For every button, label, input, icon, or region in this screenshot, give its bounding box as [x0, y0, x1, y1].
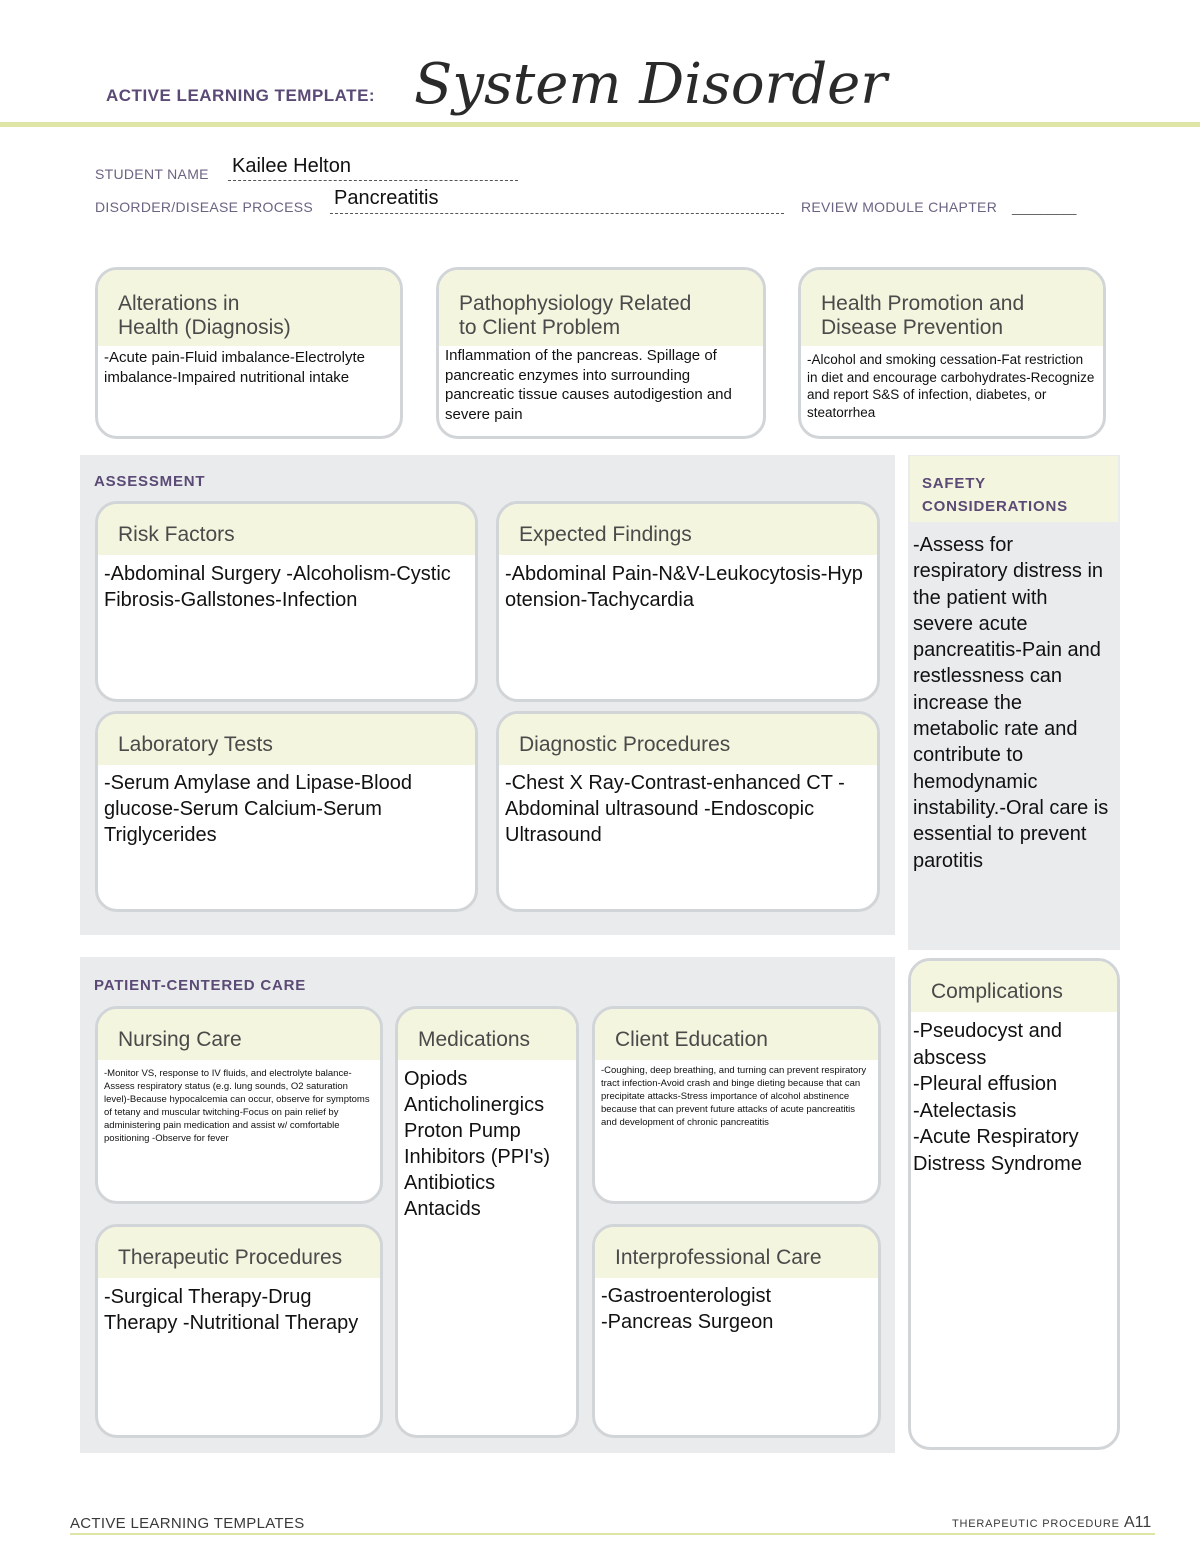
footer-left-label: ACTIVE LEARNING TEMPLATES — [70, 1515, 305, 1532]
complication-item: -Atelectasis — [913, 1099, 1017, 1122]
interprofessional-care-item: -Pancreas Surgeon — [601, 1311, 774, 1333]
alterations-title-line1: Alterations in — [118, 292, 240, 315]
health-promotion-body: -Alcohol and smoking cessation-Fat restriction in diet and encourage carbohydrates-Recognize and report S&S of infection, diabetes, or steatorrhea — [807, 352, 1095, 420]
header-divider — [0, 122, 1200, 127]
medications-box — [395, 1006, 579, 1438]
complications-title: Complications — [911, 961, 1117, 1012]
laboratory-tests-body: -Serum Amylase and Lipase-Blood glucose-Serum Calcium-Serum Triglycerides — [104, 772, 412, 846]
complication-item: -Acute Respiratory Distress Syndrome — [913, 1126, 1082, 1175]
alterations-body: -Acute pain-Fluid imbalance-Electrolyte imbalance-Impaired nutritional intake — [104, 349, 365, 386]
complication-item: -Pleural effusion — [913, 1073, 1058, 1095]
laboratory-tests-title: Laboratory Tests — [98, 714, 475, 765]
complications-box — [908, 958, 1120, 1450]
expected-findings-box — [496, 501, 880, 702]
client-education-box — [592, 1006, 881, 1204]
template-label: ACTIVE LEARNING TEMPLATE: — [106, 86, 376, 105]
expected-findings-body: -Abdominal Pain-N&V-Leukocytosis-Hypotension-Tachycardia — [505, 563, 863, 611]
disorder-line — [330, 213, 784, 214]
safety-title-line1: SAFETY — [922, 475, 986, 492]
medication-item: Antibiotics — [404, 1172, 496, 1194]
medication-item: Proton Pump Inhibitors (PPI's) — [404, 1120, 551, 1168]
medications-title: Medications — [398, 1009, 576, 1060]
interprofessional-care-title: Interprofessional Care — [595, 1227, 878, 1278]
client-education-body: -Coughing, deep breathing, and turning can prevent respiratory tract infection-Avoid crash and binge dieting because that can precipitate attacks-Stress importance of alcohol abstinence because that can prevent future attacks of acute pancreatitis and development of chronic pancreatitis — [601, 1065, 867, 1128]
medications-list — [398, 1060, 576, 1226]
safety-title — [922, 472, 1068, 518]
medication-item: Opiods — [404, 1068, 468, 1090]
footer-page-number: A11 — [1124, 1514, 1152, 1531]
nursing-care-title: Nursing Care — [98, 1009, 380, 1060]
health-promotion-box — [798, 267, 1106, 439]
complications-list — [911, 1012, 1117, 1181]
assessment-title: ASSESSMENT — [94, 473, 206, 490]
risk-factors-body: -Abdominal Surgery -Alcoholism-Cystic Fibrosis-Gallstones-Infection — [104, 563, 451, 611]
nursing-care-box — [95, 1006, 383, 1204]
laboratory-tests-box — [95, 711, 478, 912]
health-promotion-title-line1: Health Promotion and — [821, 292, 1025, 315]
pathophysiology-body: Inflammation of the pancreas. Spillage of pancreatic enzymes into surrounding pancreatic tissue causes autodigestion and severe pain — [445, 347, 732, 423]
risk-factors-title: Risk Factors — [98, 504, 475, 555]
template-title: System Disorder — [414, 52, 888, 117]
diagnostic-procedures-title: Diagnostic Procedures — [499, 714, 877, 765]
footer-divider — [70, 1533, 1155, 1535]
student-name-label: STUDENT NAME — [95, 166, 209, 182]
expected-findings-title: Expected Findings — [499, 504, 877, 555]
chapter-label: REVIEW MODULE CHAPTER — [801, 199, 998, 215]
safety-title-line2: CONSIDERATIONS — [922, 498, 1068, 515]
medication-item: Anticholinergics — [404, 1094, 545, 1116]
health-promotion-title-line2: Disease Prevention — [821, 316, 1004, 339]
therapeutic-procedures-body: -Surgical Therapy-Drug Therapy -Nutritional Therapy — [104, 1286, 359, 1334]
nursing-care-body: -Monitor VS, response to IV fluids, and electrolyte balance-Assess respiratory status (e.g. lung sounds, O2 saturation level)-Because hypocalcemia can occur, observe for symptoms of tetany and muscular twitching-Focus on pain relief by administering pain medication and assist w/ comfortable positioning -Observe for fever — [104, 1068, 370, 1144]
disorder-label: DISORDER/DISEASE PROCESS — [95, 199, 314, 215]
therapeutic-procedures-title: Therapeutic Procedures — [98, 1227, 380, 1278]
chapter-value[interactable]: ________ — [1012, 199, 1077, 215]
diagnostic-procedures-body: -Chest X Ray-Contrast-enhanced CT -Abdominal ultrasound -Endoscopic Ultrasound — [505, 772, 845, 846]
pathophysiology-title-line2: to Client Problem — [459, 316, 621, 339]
pathophysiology-title-line1: Pathophysiology Related — [459, 292, 692, 315]
risk-factors-box — [95, 501, 478, 702]
diagnostic-procedures-box — [496, 711, 880, 912]
student-name-value[interactable]: Kailee Helton — [232, 155, 351, 177]
alterations-in-health-box — [95, 267, 403, 439]
pathophysiology-box — [436, 267, 766, 439]
footer-right-label: THERAPEUTIC PROCEDURE — [952, 1518, 1120, 1530]
disorder-value[interactable]: Pancreatitis — [334, 187, 439, 209]
medication-item: Antacids — [404, 1198, 481, 1220]
patient-centered-care-title: PATIENT-CENTERED CARE — [94, 977, 307, 994]
therapeutic-procedures-box — [95, 1224, 383, 1438]
complication-item: -Pseudocyst and abscess — [913, 1020, 1062, 1069]
client-education-title: Client Education — [595, 1009, 878, 1060]
interprofessional-care-item: -Gastroenterologist — [601, 1285, 772, 1307]
interprofessional-care-box — [592, 1224, 881, 1438]
student-name-line — [228, 180, 518, 181]
alterations-title-line2: Health (Diagnosis) — [118, 316, 291, 339]
safety-body: -Assess for respiratory distress in the patient with severe acute pancreatitis-Pain and restlessness can increase the metabolic rate and contribute to hemodynamic instability.-Oral care is essential to prevent parotitis — [913, 534, 1109, 872]
interprofessional-care-list — [595, 1278, 878, 1339]
